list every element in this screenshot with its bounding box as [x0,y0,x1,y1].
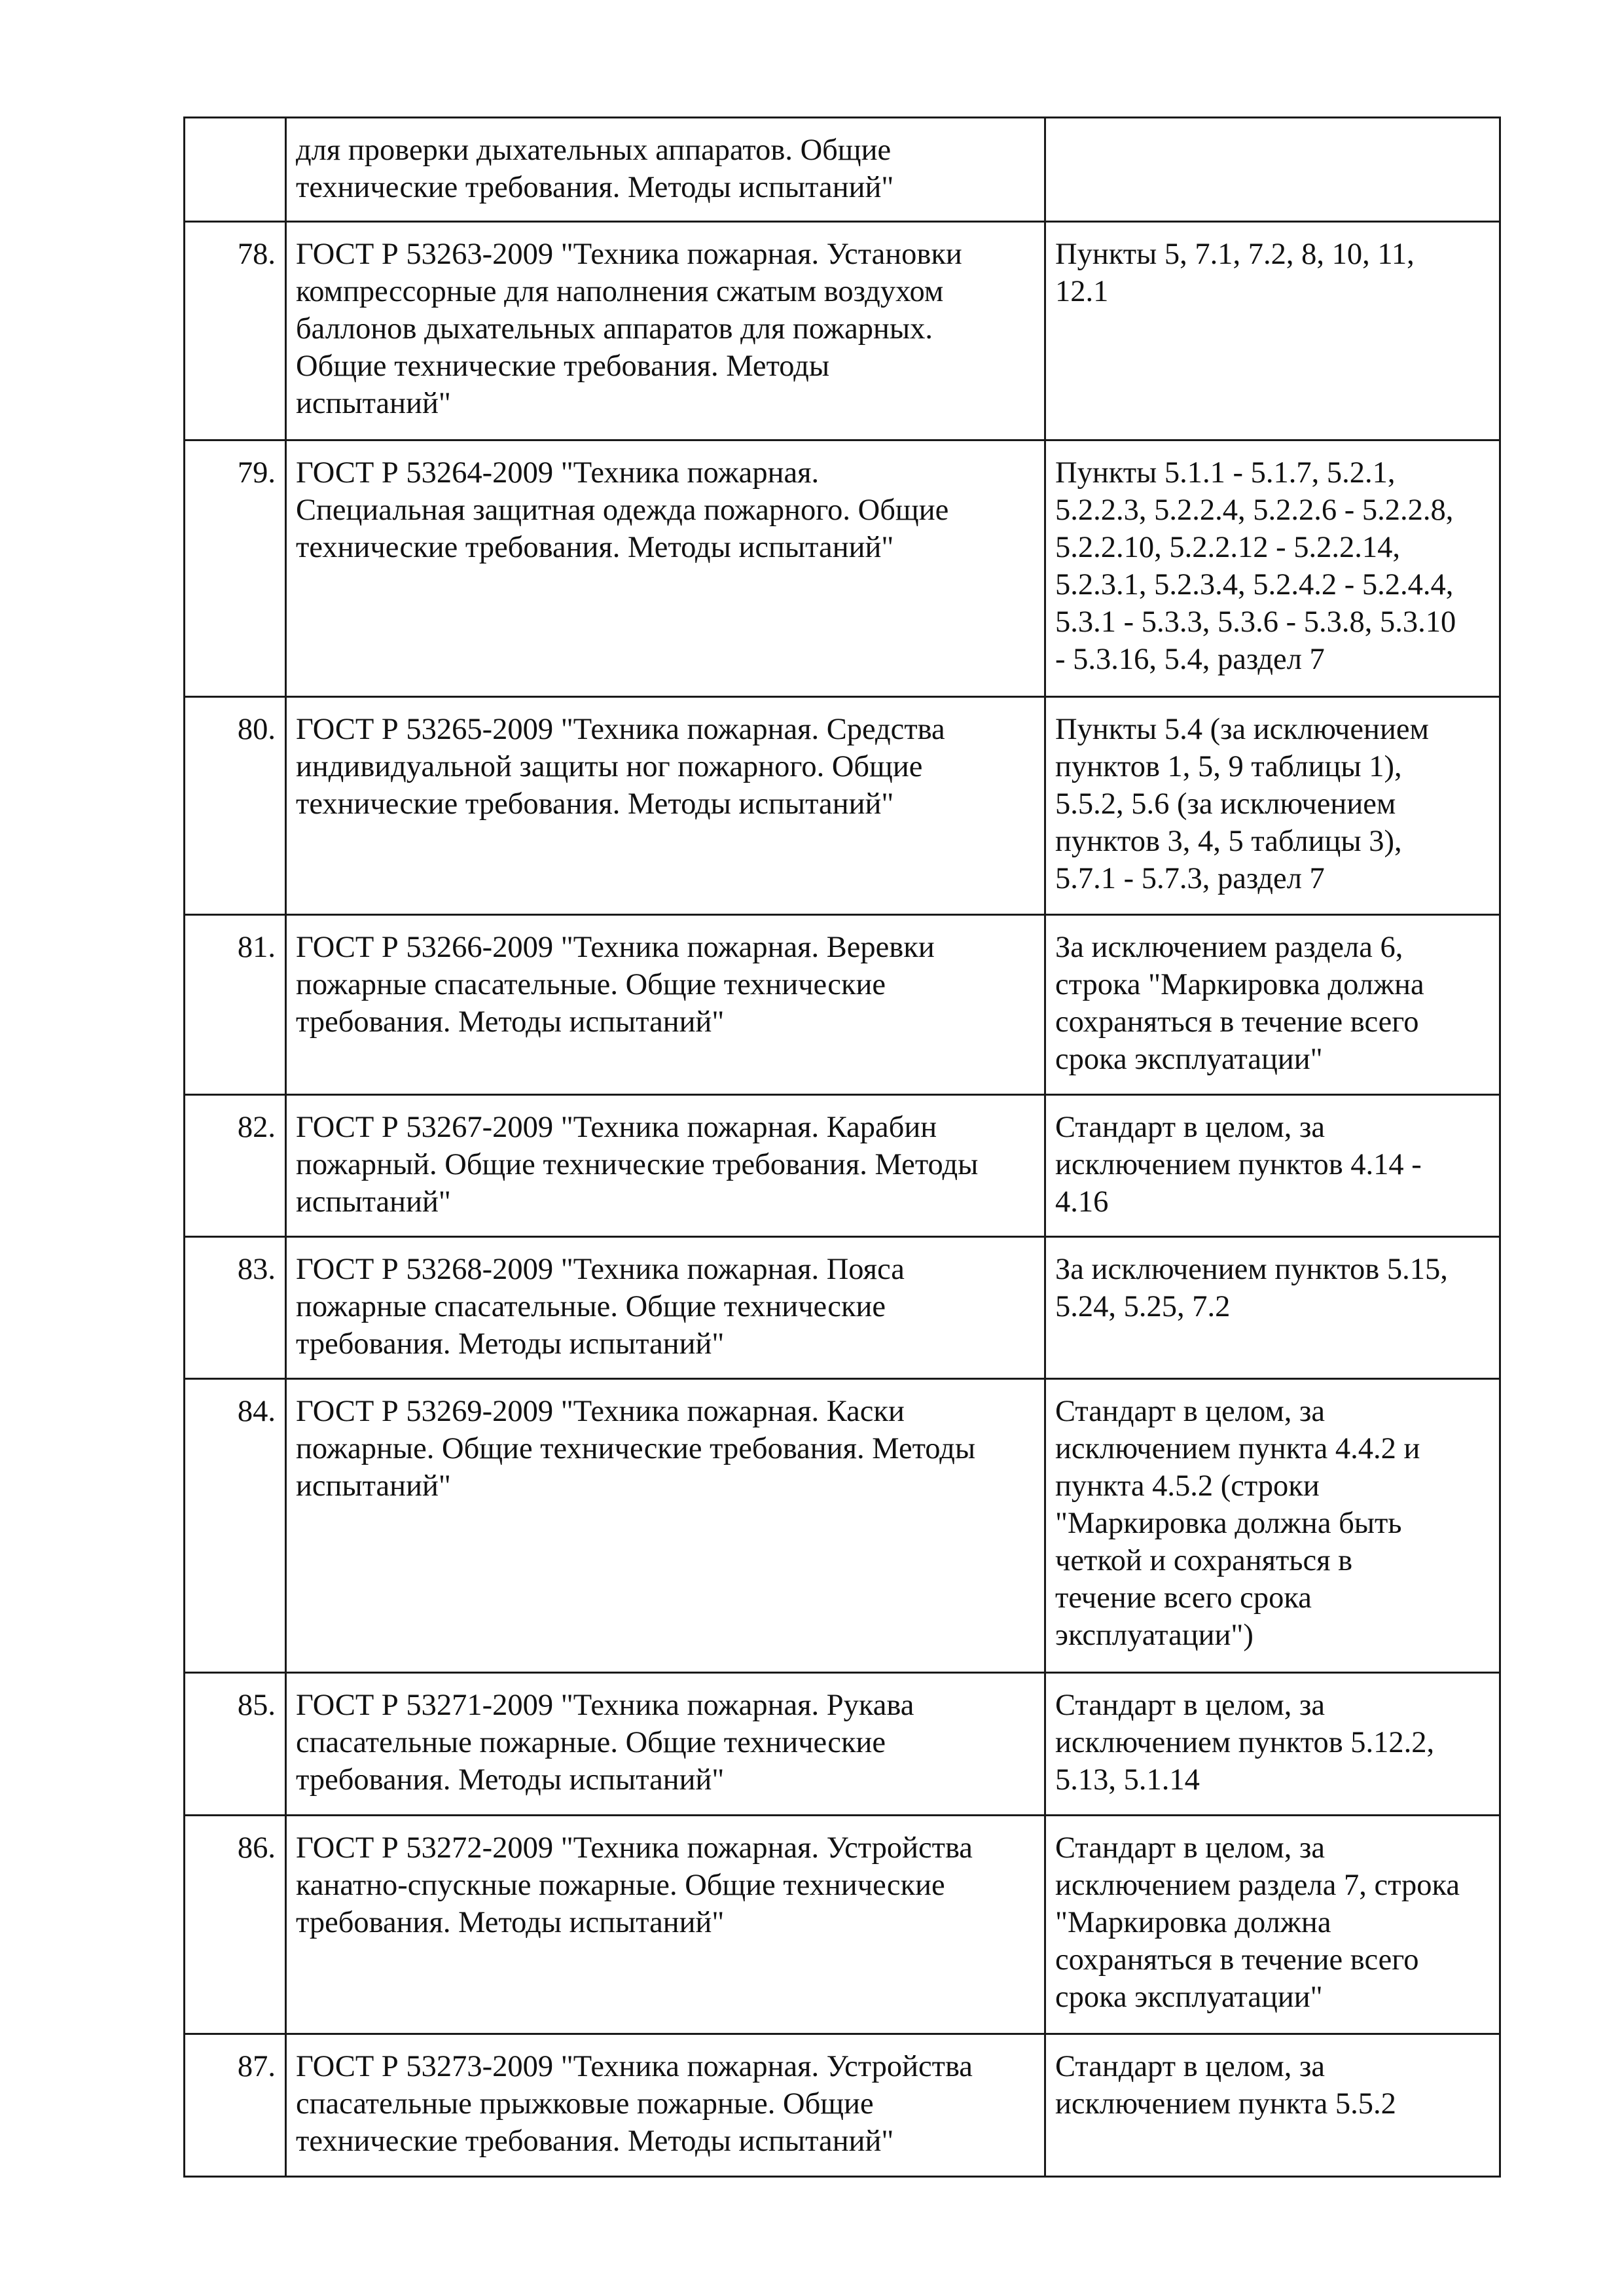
row-number: 84. [185,1379,286,1673]
standard-title: ГОСТ Р 53273-2009 "Техника пожарная. Устройства спасательные прыжковые пожарные. Общие технические требования. Методы испытаний" [286,2034,1045,2177]
standard-title: ГОСТ Р 53263-2009 "Техника пожарная. Установки компрессорные для наполнения сжатым воздухом баллонов дыхательных аппаратов для пожарных. Общие технические требования. Методы испытаний" [286,222,1045,440]
standard-title: ГОСТ Р 53264-2009 "Техника пожарная. Специальная защитная одежда пожарного. Общие технические требования. Методы испытаний" [286,440,1045,697]
table-row [185,2034,1500,2177]
document-page [183,117,1499,2178]
table-row [185,697,1500,915]
row-number: 87. [185,2034,286,2177]
applicable-clauses: Стандарт в целом, за исключением раздела 7, строка "Маркировка должна сохраняться в течение всего срока эксплуатации" [1045,1816,1500,2034]
table-row [185,1673,1500,1816]
row-number: 79. [185,440,286,697]
standard-title: ГОСТ Р 53265-2009 "Техника пожарная. Средства индивидуальной защиты ног пожарного. Общие технические требования. Методы испытаний" [286,697,1045,915]
applicable-clauses: Пункты 5.1.1 - 5.1.7, 5.2.1, 5.2.2.3, 5.2.2.4, 5.2.2.6 - 5.2.2.8, 5.2.2.10, 5.2.2.12 - 5.2.2.14, 5.2.3.1, 5.2.3.4, 5.2.4.2 - 5.2.4.4, 5.3.1 - 5.3.3, 5.3.6 - 5.3.8, 5.3.10 - 5.3.16, 5.4, раздел 7 [1045,440,1500,697]
row-number: 82. [185,1095,286,1237]
standard-title: ГОСТ Р 53266-2009 "Техника пожарная. Веревки пожарные спасательные. Общие технические требования. Методы испытаний" [286,915,1045,1095]
table-row [185,1237,1500,1379]
applicable-clauses: За исключением раздела 6, строка "Маркировка должна сохраняться в течение всего срока эксплуатации" [1045,915,1500,1095]
applicable-clauses: Пункты 5, 7.1, 7.2, 8, 10, 11, 12.1 [1045,222,1500,440]
row-number: 86. [185,1816,286,2034]
standard-title: ГОСТ Р 53267-2009 "Техника пожарная. Карабин пожарный. Общие технические требования. Методы испытаний" [286,1095,1045,1237]
applicable-clauses: Пункты 5.4 (за исключением пунктов 1, 5, 9 таблицы 1), 5.5.2, 5.6 (за исключением пунктов 3, 4, 5 таблицы 3), 5.7.1 - 5.7.3, раздел 7 [1045,697,1500,915]
table-row [185,1095,1500,1237]
table-row [185,1379,1500,1673]
row-number: 83. [185,1237,286,1379]
standard-title: для проверки дыхательных аппаратов. Общие технические требования. Методы испытаний" [286,118,1045,222]
standard-title: ГОСТ Р 53272-2009 "Техника пожарная. Устройства канатно-спускные пожарные. Общие технические требования. Методы испытаний" [286,1816,1045,2034]
table-row [185,1816,1500,2034]
standard-title: ГОСТ Р 53271-2009 "Техника пожарная. Рукава спасательные пожарные. Общие технические требования. Методы испытаний" [286,1673,1045,1816]
applicable-clauses: Стандарт в целом, за исключением пунктов 4.14 - 4.16 [1045,1095,1500,1237]
applicable-clauses: Стандарт в целом, за исключением пункта 4.4.2 и пункта 4.5.2 (строки "Маркировка должна быть четкой и сохраняться в течение всего срока эксплуатации") [1045,1379,1500,1673]
row-number: 80. [185,697,286,915]
row-number [185,118,286,222]
applicable-clauses: Стандарт в целом, за исключением пунктов 5.12.2, 5.13, 5.1.14 [1045,1673,1500,1816]
row-number: 78. [185,222,286,440]
standard-title: ГОСТ Р 53268-2009 "Техника пожарная. Пояса пожарные спасательные. Общие технические требования. Методы испытаний" [286,1237,1045,1379]
table-row [185,440,1500,697]
applicable-clauses: Стандарт в целом, за исключением пункта 5.5.2 [1045,2034,1500,2177]
applicable-clauses: За исключением пунктов 5.15, 5.24, 5.25, 7.2 [1045,1237,1500,1379]
standards-table [183,117,1501,2178]
row-number: 85. [185,1673,286,1816]
table-row [185,222,1500,440]
table-row [185,118,1500,222]
applicable-clauses [1045,118,1500,222]
standard-title: ГОСТ Р 53269-2009 "Техника пожарная. Каски пожарные. Общие технические требования. Методы испытаний" [286,1379,1045,1673]
row-number: 81. [185,915,286,1095]
table-row [185,915,1500,1095]
